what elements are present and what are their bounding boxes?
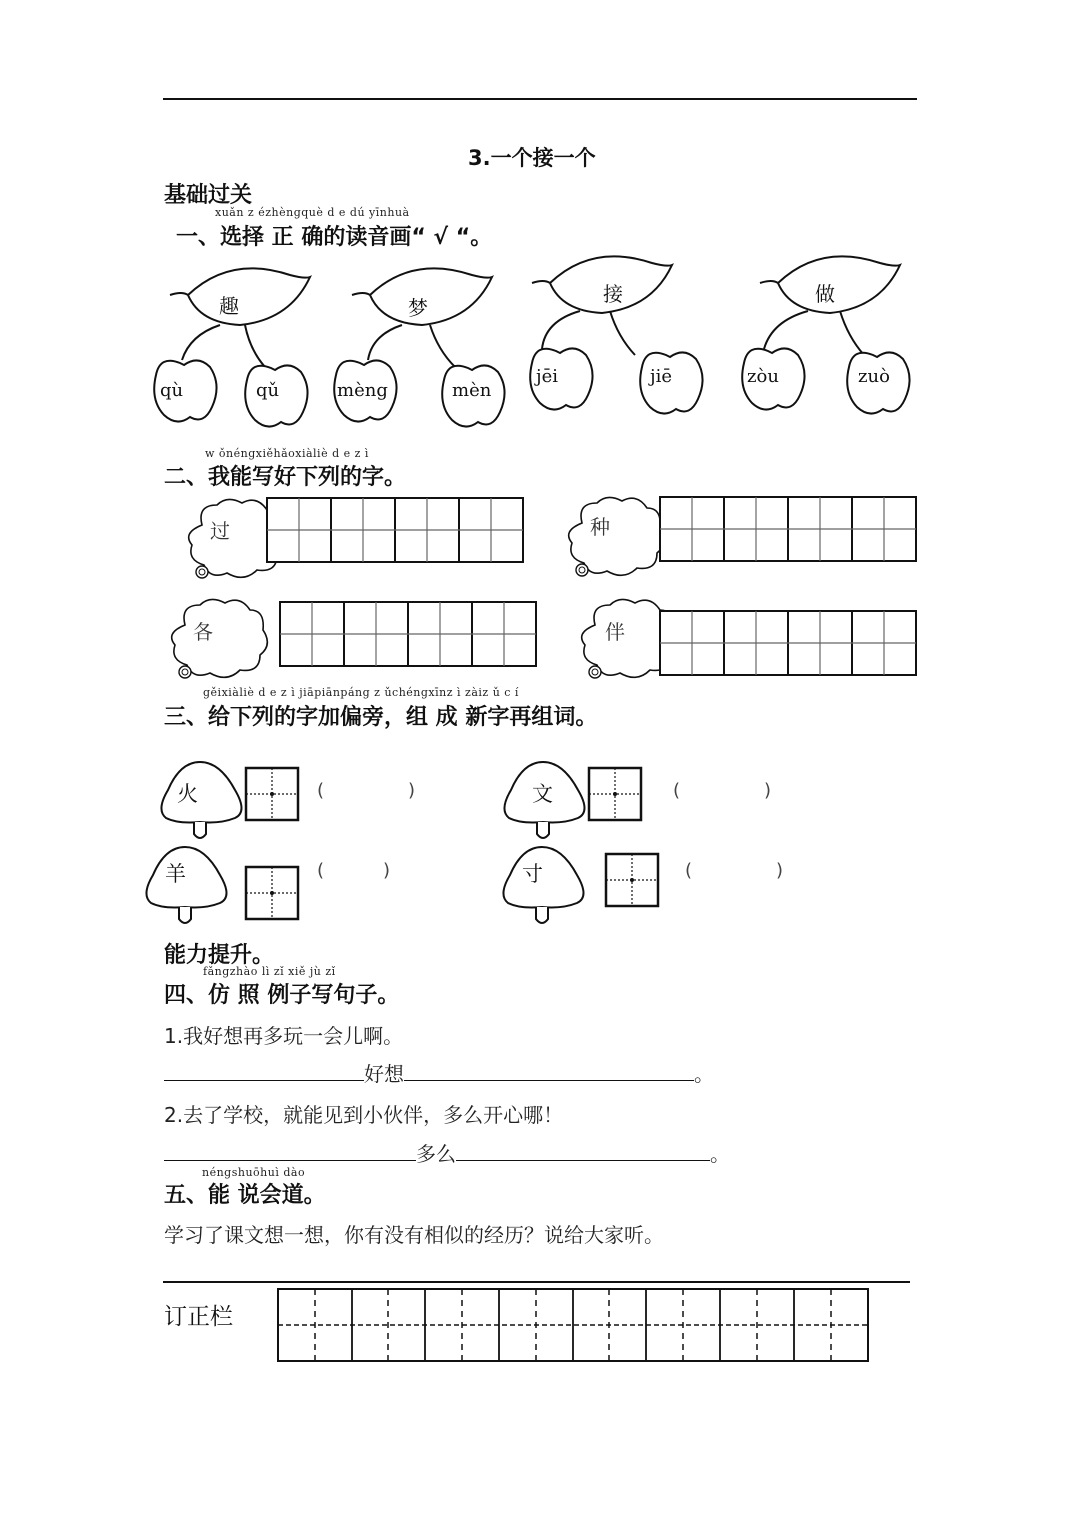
q3-char-4: 寸 <box>522 862 543 886</box>
mushroom-icon <box>161 762 241 838</box>
q4-fill-line-2 <box>164 1138 730 1167</box>
correction-label: 订正栏 <box>164 1304 233 1330</box>
q1-pinyin: xuǎn z ézhèngquè d e dú yīnhuà <box>215 206 410 219</box>
q4-example-2: 2.去了学校，就能见到小伙伴，多么开心哪！ <box>164 1103 564 1127</box>
answer-blank[interactable] <box>164 1058 364 1081</box>
q2-pinyin: w ǒnéngxiěhǎoxiàliè d e z ì <box>205 447 369 460</box>
q1-option[interactable]: mèn <box>452 380 492 401</box>
q2-writing-grids <box>160 490 930 680</box>
q1-cherry-diagrams <box>140 255 930 430</box>
q1-char-1: 趣 <box>219 294 239 318</box>
q1-option[interactable]: jiē <box>650 366 672 387</box>
q4-fill-word-2: 多么 <box>416 1142 456 1166</box>
q1-char-3: 接 <box>603 282 623 306</box>
q3-char-2: 文 <box>532 782 553 806</box>
char-box[interactable] <box>589 768 641 820</box>
writing-grid[interactable] <box>280 602 536 666</box>
writing-grid[interactable] <box>660 611 916 675</box>
correction-rule <box>163 1281 910 1283</box>
q5-pinyin: néngshuōhuì dào <box>202 1166 306 1179</box>
q3-pinyin: gěixiàliè d e z ì jiāpiānpáng z ǔchéngxīnz ì zàiz ǔ c í <box>203 686 519 699</box>
q4-heading: 四、仿 照 例子写句子。 <box>164 983 400 1008</box>
q5-prompt: 学习了课文想一想，你有没有相似的经历？说给大家听。 <box>164 1223 664 1247</box>
end-mark: 。 <box>710 1142 730 1166</box>
q4-fill-line-1 <box>164 1058 714 1087</box>
answer-paren-close: ) <box>776 860 784 881</box>
q4-pinyin: fǎngzhào lì zǐ xiě jù zǐ <box>203 965 336 978</box>
cloud-icon <box>569 497 665 576</box>
q2-heading: 二、我能写好下列的字。 <box>164 465 407 490</box>
page-title: 3.一个接一个 <box>468 146 596 170</box>
q3-heading: 三、给下列的字加偏旁，组 成 新字再组词。 <box>164 705 598 730</box>
q4-fill-word-1: 好想 <box>364 1062 404 1086</box>
section-advanced: 能力提升。 <box>164 943 275 968</box>
q2-char-1: 过 <box>210 519 230 543</box>
q2-char-4: 伴 <box>605 620 625 644</box>
q5-heading: 五、能 说会道。 <box>164 1183 326 1208</box>
answer-paren-close: ) <box>383 860 391 881</box>
q2-char-2: 种 <box>590 515 610 539</box>
char-box[interactable] <box>246 867 298 919</box>
char-box[interactable] <box>246 768 298 820</box>
q3-char-3: 羊 <box>165 862 186 886</box>
q1-heading: 一、选择 正 确的读音画“ √ “。 <box>176 225 493 250</box>
q3-mushroom-grids <box>140 750 840 930</box>
q3-char-1: 火 <box>177 782 198 806</box>
q1-option[interactable]: qǔ <box>256 380 280 401</box>
answer-blank[interactable] <box>404 1058 694 1081</box>
cloud-icon <box>172 599 268 678</box>
writing-grid[interactable] <box>660 497 916 561</box>
q4-example-1: 1.我好想再多玩一会儿啊。 <box>164 1024 404 1048</box>
q1-option[interactable]: mèng <box>337 380 388 401</box>
answer-blank[interactable] <box>164 1138 416 1161</box>
answer-paren-close: ) <box>764 780 772 801</box>
q2-char-3: 各 <box>193 620 213 644</box>
mushroom-icon <box>503 847 583 923</box>
q1-option[interactable]: jēi <box>536 366 558 387</box>
answer-paren-close: ) <box>408 780 416 801</box>
answer-paren-open: ( <box>317 860 325 881</box>
top-rule <box>163 98 917 100</box>
answer-paren-open: ( <box>685 860 693 881</box>
section-basic: 基础过关 <box>164 183 253 208</box>
correction-grid[interactable] <box>277 1288 871 1365</box>
q1-char-4: 做 <box>815 282 835 306</box>
char-box[interactable] <box>606 854 658 906</box>
writing-grid[interactable] <box>267 498 523 562</box>
answer-paren-open: ( <box>317 780 325 801</box>
q1-char-2: 梦 <box>408 296 428 320</box>
q1-option[interactable]: zuò <box>858 366 890 387</box>
answer-blank[interactable] <box>456 1138 710 1161</box>
mushroom-icon <box>146 847 226 923</box>
answer-paren-open: ( <box>673 780 681 801</box>
q1-option[interactable]: qù <box>160 380 184 401</box>
q1-option[interactable]: zòu <box>747 366 779 387</box>
end-mark: 。 <box>694 1062 714 1086</box>
